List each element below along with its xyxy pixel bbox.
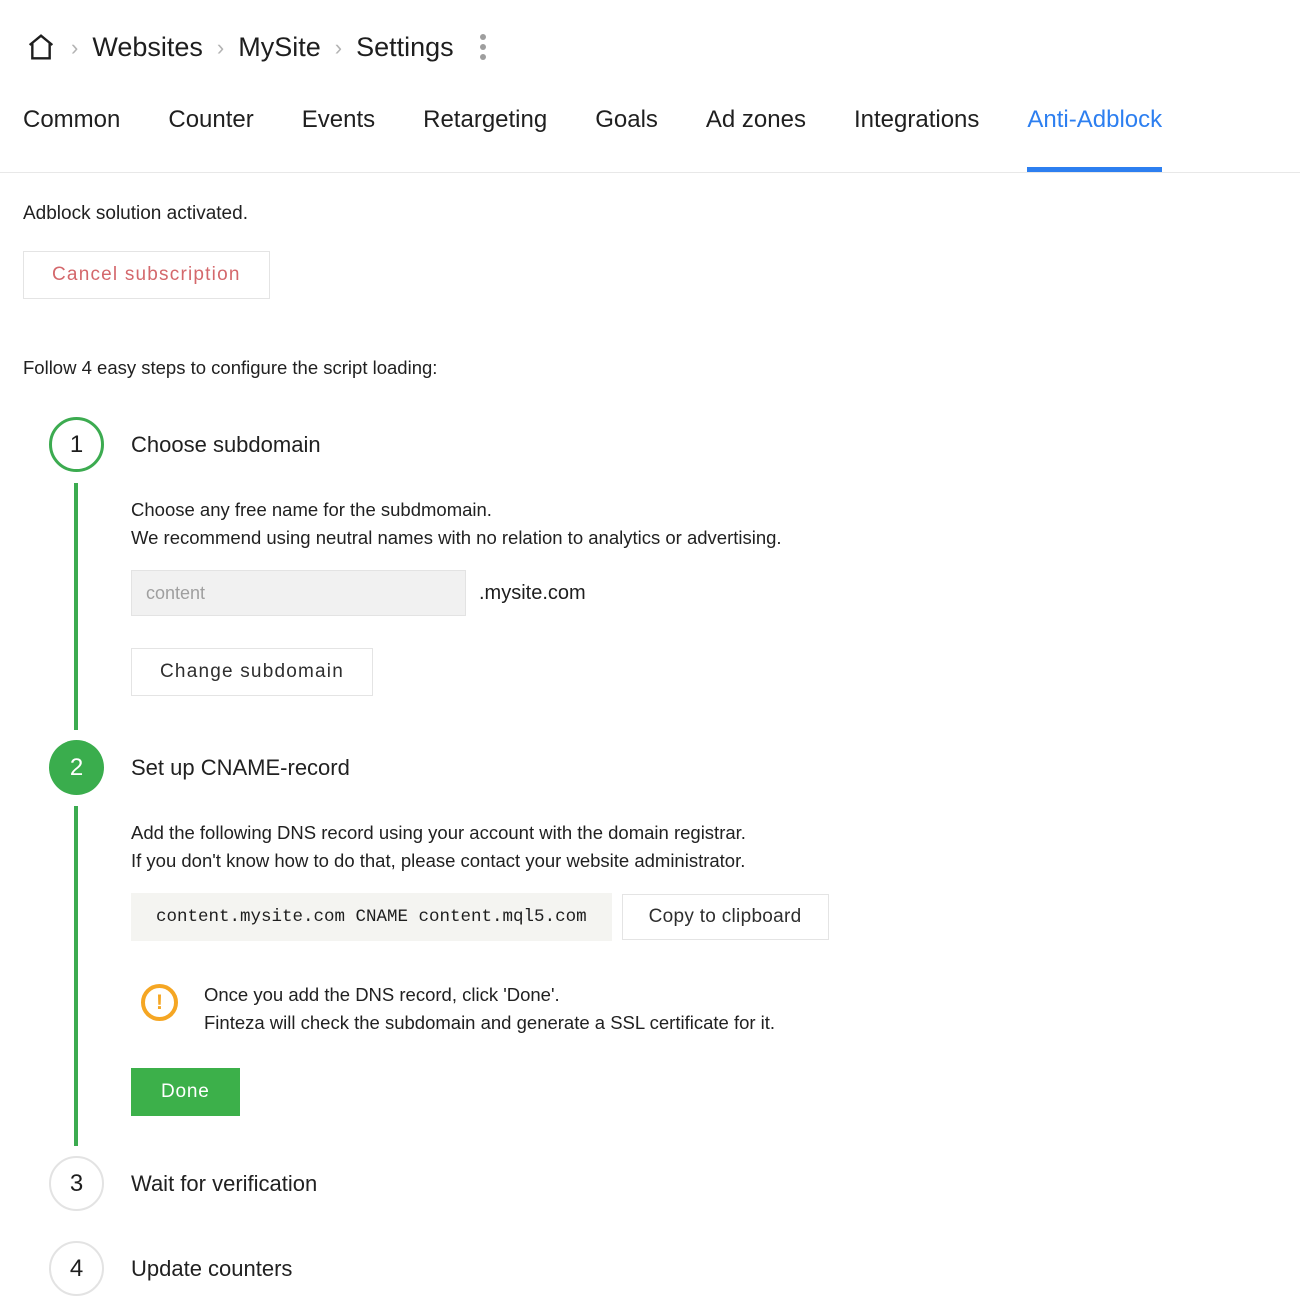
step-wait-verification	[23, 1156, 1300, 1241]
setup-steps	[23, 417, 1300, 1296]
step-update-counters	[23, 1241, 1300, 1296]
dns-notice-text	[204, 981, 775, 1037]
breadcrumb-separator: ›	[334, 35, 343, 60]
tab-anti-adblock[interactable]: Anti-Adblock	[1027, 98, 1162, 172]
breadcrumb-separator: ›	[71, 35, 79, 60]
tab-retargeting[interactable]: Retargeting	[423, 106, 548, 133]
step-3-title: Wait for verification	[131, 1171, 318, 1196]
step-4-number-badge: 4	[49, 1241, 104, 1296]
step-2-description-line-2: If you don't know how to do that, please contact your website administrator.	[131, 850, 746, 871]
breadcrumb	[0, 0, 1300, 64]
cancel-subscription-button[interactable]: Cancel subscription	[23, 251, 270, 299]
tab-ad-zones[interactable]: Ad zones	[705, 106, 806, 133]
step-3-number-badge: 3	[49, 1156, 104, 1211]
tab-integrations[interactable]: Integrations	[853, 106, 980, 133]
step-1-title: Choose subdomain	[131, 432, 321, 457]
breadcrumb-mysite[interactable]: MySite	[238, 31, 321, 62]
step-choose-subdomain	[23, 417, 1300, 740]
domain-suffix-label: .mysite.com	[479, 581, 586, 604]
adblock-status-text: Adblock solution activated.	[23, 203, 248, 224]
anti-adblock-panel	[0, 203, 1300, 1296]
step-2-description	[131, 819, 1300, 875]
dns-record-row	[131, 893, 1300, 941]
dns-notice-line-2: Finteza will check the subdomain and generate a SSL certificate for it.	[204, 1012, 776, 1033]
tab-events[interactable]: Events	[301, 106, 376, 133]
step-1-description	[131, 496, 1300, 552]
step-2-description-line-1: Add the following DNS record using your account with the domain registrar.	[131, 822, 746, 843]
step-setup-cname	[23, 740, 1300, 1156]
step-4-title: Update counters	[131, 1256, 293, 1281]
subdomain-input-row	[131, 570, 1300, 616]
step-2-number-badge: 2	[49, 740, 104, 795]
step-connector-line	[74, 806, 78, 1146]
change-subdomain-button[interactable]: Change subdomain	[131, 648, 373, 696]
done-button[interactable]: Done	[131, 1068, 240, 1116]
home-icon[interactable]	[25, 31, 57, 63]
step-1-description-line-1: Choose any free name for the subdmomain.	[131, 499, 492, 520]
copy-to-clipboard-button[interactable]: Copy to clipboard	[622, 894, 829, 940]
warning-icon: !	[141, 984, 178, 1021]
dns-notice-line-1: Once you add the DNS record, click 'Done'.	[204, 984, 560, 1005]
dns-notice	[131, 981, 1300, 1037]
breadcrumb-settings: Settings	[356, 31, 454, 62]
dns-record-value: content.mysite.com CNAME content.mql5.com	[131, 893, 612, 941]
step-1-number-badge: 1	[49, 417, 104, 472]
tab-counter[interactable]: Counter	[168, 106, 254, 133]
tab-goals[interactable]: Goals	[595, 106, 658, 133]
breadcrumb-websites[interactable]: Websites	[92, 31, 203, 62]
tab-common[interactable]: Common	[23, 106, 121, 133]
kebab-menu-icon[interactable]	[476, 30, 490, 64]
subdomain-input[interactable]	[131, 570, 466, 616]
step-2-title: Set up CNAME-record	[131, 755, 350, 780]
step-connector-line	[74, 483, 78, 730]
step-1-description-line-2: We recommend using neutral names with no relation to analytics or advertising.	[131, 527, 782, 548]
settings-tab-bar	[0, 98, 1300, 173]
breadcrumb-separator: ›	[216, 35, 225, 60]
steps-intro-text: Follow 4 easy steps to configure the script loading:	[23, 357, 438, 378]
